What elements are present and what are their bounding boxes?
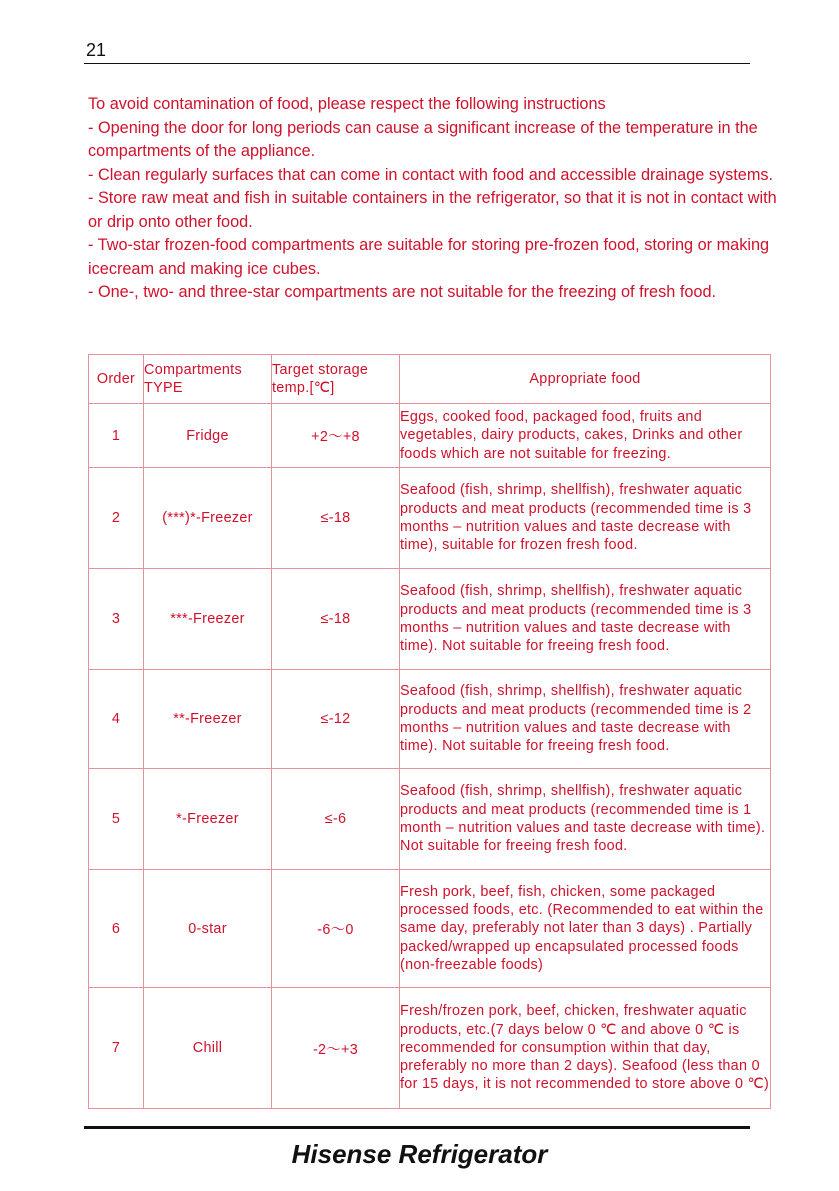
food-safety-instructions	[88, 93, 778, 305]
instruction-clean: - Clean regularly surfaces that can come in contact with food and accessible drainage systems.	[88, 165, 774, 184]
bottom-divider	[84, 1126, 750, 1129]
row-type: ***-Freezer	[144, 569, 272, 670]
row-order: 7	[89, 988, 144, 1109]
row-food: Fresh/frozen pork, beef, chicken, freshwater aquatic products, etc.(7 days below 0 ℃ and above 0 ℃ is recommended for consumption within that day, preferably no more than 2 days). Seafood (less than 0 for 15 days, it is not recommended to store above 0 ℃)	[400, 988, 771, 1109]
instruction-star-compartments: - One-, two- and three-star compartments are not suitable for the freezing of fresh food.	[88, 283, 717, 301]
table-header-row	[89, 355, 771, 404]
row-order: 3	[89, 569, 144, 670]
row-temp: ≤-6	[272, 769, 400, 870]
instruction-heading: To avoid contamination of food, please respect the following instructions	[88, 95, 606, 113]
row-order: 2	[89, 468, 144, 569]
row-food: Seafood (fish, shrimp, shellfish), freshwater aquatic products and meat products (recommended time is 3 months – nutrition values and taste decrease with time), suitable for frozen fresh food.	[400, 468, 771, 569]
top-divider	[84, 63, 750, 64]
instruction-raw-meat: - Store raw meat and fish in suitable containers in the refrigerator, so that it is not in contact with or drip onto other food.	[88, 189, 777, 231]
table-row	[89, 988, 771, 1109]
row-food: Seafood (fish, shrimp, shellfish), freshwater aquatic products and meat products (recommended time is 2 months – nutrition values and taste decrease with time). Not suitable for freeing fresh food.	[400, 670, 771, 769]
table-row	[89, 670, 771, 769]
table-row	[89, 769, 771, 870]
row-temp: -6～0	[272, 870, 400, 988]
header-order: Order	[89, 355, 144, 404]
brand-logo: Hisense Refrigerator	[291, 1139, 548, 1169]
row-temp: ≤-18	[272, 468, 400, 569]
row-type: 0-star	[144, 870, 272, 988]
table-row	[89, 404, 771, 468]
table-row	[89, 870, 771, 988]
row-order: 5	[89, 769, 144, 870]
compartment-table	[88, 354, 771, 1109]
row-type: Fridge	[144, 404, 272, 468]
row-order: 6	[89, 870, 144, 988]
header-appropriate-food: Appropriate food	[400, 355, 771, 404]
row-temp: ≤-18	[272, 569, 400, 670]
header-target-temp: Target storage temp.[℃]	[272, 355, 400, 404]
row-order: 4	[89, 670, 144, 769]
row-order: 1	[89, 404, 144, 468]
row-temp: ≤-12	[272, 670, 400, 769]
instruction-two-star: - Two-star frozen-food compartments are suitable for storing pre-frozen food, storing or making icecream and making ice cubes.	[88, 236, 770, 278]
header-compartment-type: Compartments TYPE	[144, 355, 272, 404]
row-type: Chill	[144, 988, 272, 1109]
row-type: (***)*-Freezer	[144, 468, 272, 569]
table-row	[89, 569, 771, 670]
row-food: Seafood (fish, shrimp, shellfish), freshwater aquatic products and meat products (recommended time is 3 months – nutrition values and taste decrease with time). Not suitable for freeing fresh food.	[400, 569, 771, 670]
row-food: Fresh pork, beef, fish, chicken, some packaged processed foods, etc. (Recommended to eat within the same day, preferably not later than 3 days) . Partially packed/wrapped up encapsulated processed foods (non-freezable foods)	[400, 870, 771, 988]
table-row	[89, 468, 771, 569]
row-type: *-Freezer	[144, 769, 272, 870]
row-food: Seafood (fish, shrimp, shellfish), freshwater aquatic products and meat products (recommended time is 1 month – nutrition values and taste decrease with time). Not suitable for freeing fresh food.	[400, 769, 771, 870]
row-type: **-Freezer	[144, 670, 272, 769]
row-temp: -2～+3	[272, 988, 400, 1109]
row-food: Eggs, cooked food, packaged food, fruits and vegetables, dairy products, cakes, Drinks and other foods which are not suitable for freezing.	[400, 404, 771, 468]
page-number: 21	[86, 40, 107, 60]
instruction-door: - Opening the door for long periods can cause a significant increase of the temperature in the compartments of the appliance.	[88, 118, 758, 160]
row-temp: +2～+8	[272, 404, 400, 468]
